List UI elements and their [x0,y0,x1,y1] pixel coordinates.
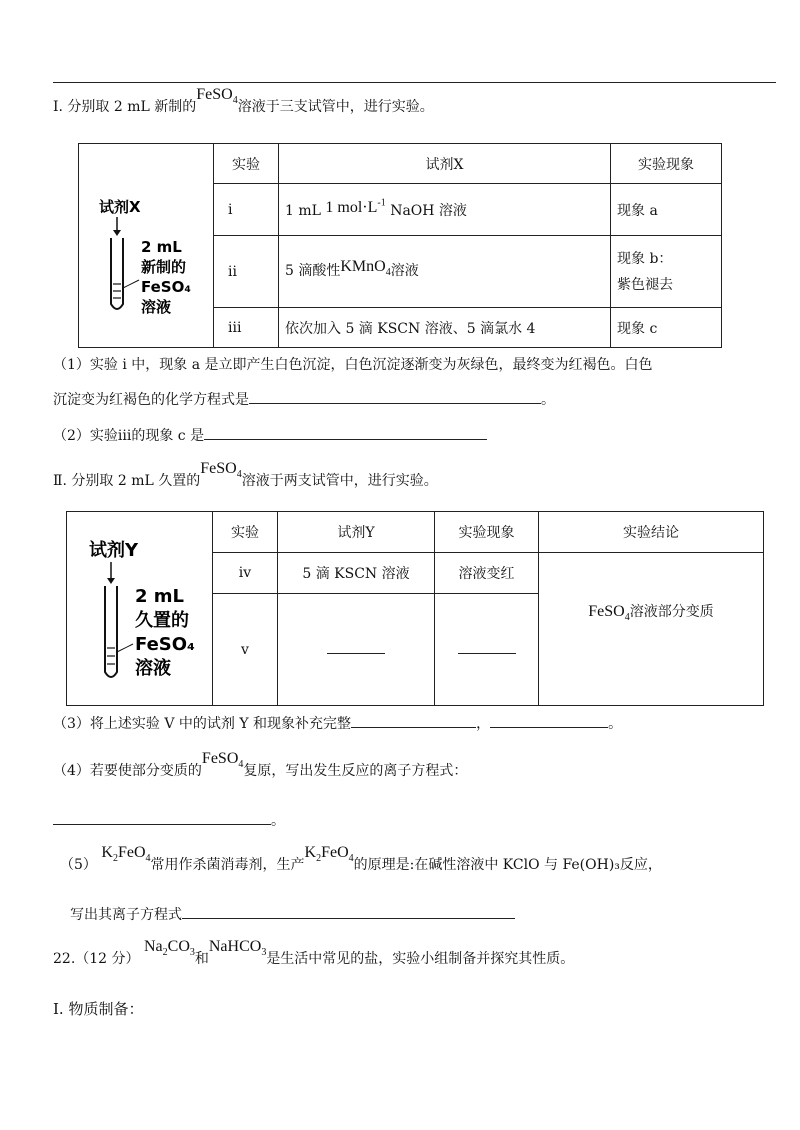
q5-mid: 常用作杀菌消毒剂，生产 [150,857,305,873]
question-5 [60,844,662,876]
table1-row-i-phenomenon: 现象 a [611,184,722,236]
table1-row-ii-reagent [279,236,611,308]
solution-label: 溶液 [141,297,172,316]
aged-label: 久置的 [135,609,189,631]
row-i-conc-text: 1 mol·L [325,198,378,216]
question-1-line1: （1）实验 i 中，现象 a 是立即产生白色沉淀，白色沉淀逐渐变为灰绿色，最终变为红褐色。白色 [53,357,653,373]
q2-answer-blank[interactable] [204,438,487,440]
fresh-label: 新制的 [141,257,187,276]
q4-end: 。 [271,813,285,829]
q22-chem2-a: NaHCO [208,938,262,955]
q5-chem1-a: K [101,844,113,861]
table2-row-iv-id: iv [213,553,278,594]
q22-chem-2 [208,938,267,959]
q5-chem1-b: FeO [117,844,146,861]
q22-chem2-sub: 3 [261,947,267,959]
row-v-reagent-blank[interactable] [327,652,385,654]
row-i-reagent-prefix: 1 mL [285,202,321,219]
table1-row-i-reagent [279,184,611,236]
question-4-answer [53,810,285,830]
table2-row-iv-phenomenon: 溶液变红 [435,553,539,594]
question-5-line2 [70,904,515,924]
part2-chem-text: FeSO [200,460,237,477]
q5-chem2-sub1: 2 [316,853,322,865]
row-ii-phenomenon-line2: 紫色褪去 [617,276,673,293]
row-ii-chem-sub: 4 [385,267,391,279]
row-ii-phenomenon-line1: 现象 b： [617,250,673,267]
q3-prompt: （3）将上述实验 V 中的试剂 Y 和现象补充完整 [53,716,352,732]
row-i-conc-sup: -1 [377,197,386,209]
q22-chem-1 [143,938,195,959]
part3-heading: Ⅰ. 物质制备： [53,1000,144,1018]
table2-conclusion [539,553,764,706]
q3-comma: ， [476,716,491,732]
table1-row-iii-reagent: 依次加入 5 滴 KSCN 溶液、5 滴氯水 4 [279,308,611,348]
row-i-reagent-suffix: NaOH 溶液 [390,202,467,219]
q4-chem-text: FeSO [201,750,239,767]
conclusion-chem [588,602,630,624]
feso4-label: FeSO₄ [141,277,191,296]
q5-chem1-sub2: 4 [145,853,151,865]
row-ii-chem-text: KMnO [340,258,386,276]
solution-label-2: 溶液 [135,657,171,679]
part2-chem [200,460,242,481]
table2-header-experiment: 实验 [213,512,278,553]
question-22 [53,938,575,970]
q4-suffix: 复原，写出发生反应的离子方程式： [243,763,468,779]
q4-chem [201,750,244,771]
part1-suffix: 溶液于三支试管中，进行实验。 [237,99,434,115]
q1-prompt: 沉淀变为红褐色的化学方程式是 [53,392,249,408]
q22-suffix: 是生活中常见的盐，实验小组制备并探究其性质。 [266,951,575,967]
feso4-label-2: FeSO₄ [135,633,195,655]
volume-label-2: 2 mL [135,585,185,607]
q4-prefix: （4）若要使部分变质的 [53,763,202,779]
volume-label: 2 mL [141,237,182,256]
q3-blank-2[interactable] [490,726,608,728]
q22-chem1-b: CO [167,938,190,955]
table2-header-conclusion: 实验结论 [539,512,764,553]
q5-chem-2 [304,844,354,865]
table2-figure [67,512,213,706]
q5-chem2-b: FeO [321,844,349,861]
table1-row-ii-id: ii [214,236,279,308]
q5-line2-prompt: 写出其离子方程式 [70,907,182,923]
part1-chem-sub: 4 [232,95,238,107]
part1-heading [53,86,434,118]
q1-answer-blank[interactable] [249,402,541,404]
q22-and: 和 [194,951,209,967]
table1 [78,143,722,348]
part2-chem-sub: 4 [236,469,242,481]
table1-header-phenomenon: 实验现象 [611,144,722,184]
table1-header-reagent: 试剂X [279,144,611,184]
q5-chem-1 [101,844,151,865]
part1-chem-text: FeSO [196,86,233,103]
q1-end: 。 [541,392,555,408]
table2-header-reagent: 试剂Y [278,512,435,553]
table2-row-v-id: v [213,594,278,706]
table1-figure [79,144,214,348]
table2-row-v-reagent [278,594,435,706]
test-tube-diagram [87,164,212,324]
part2-heading [53,460,438,492]
reagent-x-label: 试剂X [99,197,141,216]
q5-chem1-sub1: 2 [112,853,118,865]
q22-chem1-sub1: 2 [162,947,168,959]
table2-header-phenomenon: 实验现象 [435,512,539,553]
conclusion-chem-text: FeSO [588,602,625,620]
q22-chem1-sub2: 3 [189,947,195,959]
table1-row-iii-id: iii [214,308,279,348]
row-v-phenomenon-blank[interactable] [458,652,516,654]
test-tube-diagram-2 [75,522,210,692]
row-ii-reagent-prefix: 5 滴酸性 [285,263,341,280]
q4-answer-blank[interactable] [53,823,271,825]
q5-prefix: （5） [60,857,97,873]
row-ii-chem [340,258,391,279]
conclusion-chem-sub: 4 [624,612,630,624]
q2-prompt: （2）实验iii的现象 c 是 [53,428,205,444]
table1-row-ii-phenomenon [611,236,722,308]
conclusion-suffix: 溶液部分变质 [629,603,714,620]
q22-chem1-a: Na [143,938,163,955]
question-1-line2 [53,389,555,409]
table1-row-i-id: i [214,184,279,236]
reagent-y-label: 试剂Y [89,539,139,561]
q3-blank-1[interactable] [351,726,476,728]
row-i-concentration [325,199,385,216]
q4-chem-sub: 4 [238,759,244,771]
q5-chem2-a: K [304,844,317,861]
question-2 [53,425,487,445]
row-ii-reagent-suffix: 溶液 [390,263,419,280]
table2 [66,511,764,706]
top-rule [53,82,776,83]
q5-chem2-sub2: 4 [348,853,354,865]
part2-prefix: Ⅱ. 分别取 2 mL 久置的 [53,473,201,489]
part1-prefix: Ⅰ. 分别取 2 mL 新制的 [53,99,197,115]
table1-header-experiment: 实验 [214,144,279,184]
question-3 [53,713,622,733]
q22-prefix: 22.（12 分） [53,951,140,967]
part2-suffix: 溶液于两支试管中，进行实验。 [241,473,438,489]
question-4 [53,750,468,782]
table2-row-iv-reagent: 5 滴 KSCN 溶液 [278,553,435,594]
q5-suffix: 的原理是:在碱性溶液中 KClO 与 Fe(OH)₃反应， [353,857,662,873]
table1-row-iii-phenomenon: 现象 c [611,308,722,348]
q3-end: 。 [608,716,623,732]
table2-row-v-phenomenon [435,594,539,706]
q5-answer-blank[interactable] [182,917,515,919]
part1-chem [196,86,238,107]
